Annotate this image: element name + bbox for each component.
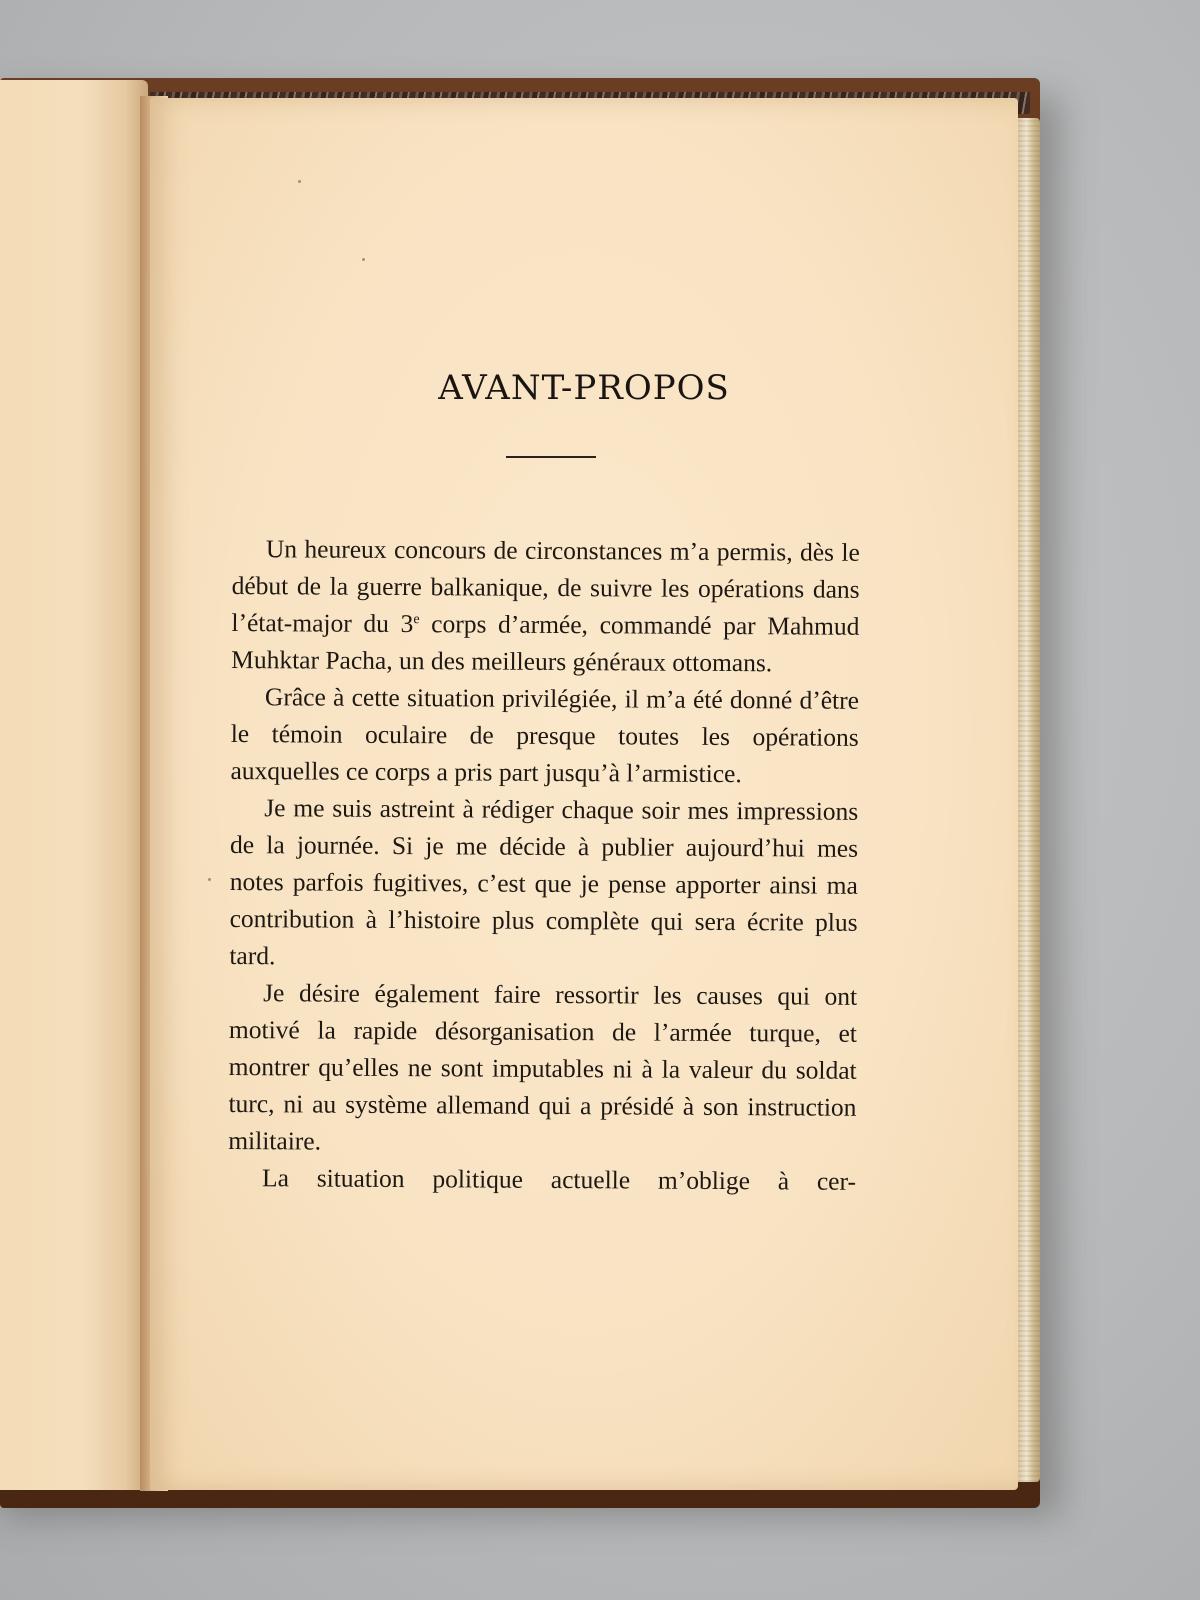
right-page <box>150 98 1018 1490</box>
paper-speck <box>208 878 211 881</box>
superscript-e: e <box>413 612 420 628</box>
paragraph-1 <box>231 530 860 682</box>
paragraph-5: La situation politique actuelle m’oblige à cer- <box>261 1163 857 1196</box>
paragraph-4: Je désire également faire ressortir les causes qui ont motivé la rapide désorganisation de l’armée turque, et montrer qu’elles ne sont imputables ni à la valeur du soldat turc, ni au système allemand qui a présidé à son instruction militaire. <box>228 978 858 1156</box>
paper-speck <box>298 180 301 183</box>
paragraph-3: Je me suis astreint à rédiger chaque soir mes impressions de la journée. Si je me décide à publier aujourd’hui mes notes parfois fugitives, c’est que je pense apporter ainsi ma contribution à l’histoire plus complète qui sera écrite plus tard. <box>229 793 859 971</box>
paragraph-1-end: corps d’armée, commandé par Mahmud Muhktar Pacha, un des meilleurs généraux ottomans. <box>231 609 860 678</box>
paragraph-1-start: Un heureux concours de circonstances m’a permis, dès le début de la guerre balkanique, de suivre les opérations dans l’état-major du 3 <box>231 534 860 639</box>
title-divider <box>506 456 596 458</box>
paper-speck <box>362 258 365 261</box>
paragraph-2: Grâce à cette situation privilégiée, il m’a été donné d’être le témoin oculaire de presque toutes les opérations auxquelles ce corps a pris part jusqu’à l’armistice. <box>230 682 860 789</box>
body-text <box>228 530 860 1200</box>
left-page <box>0 80 148 1490</box>
page-title: AVANT-PROPOS <box>438 368 730 408</box>
